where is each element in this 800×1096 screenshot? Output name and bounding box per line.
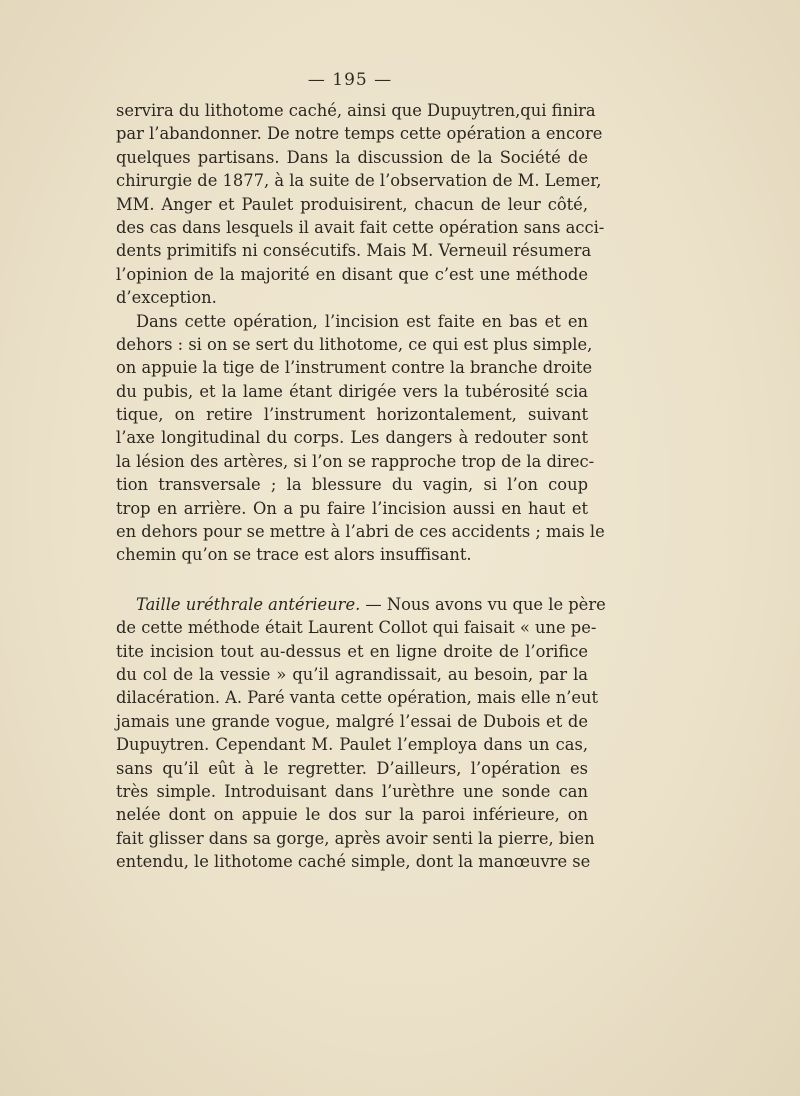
text-line: tique, on retire l’instrument horizontalement, suivant — [116, 405, 588, 425]
text-line: chirurgie de 1877, à la suite de l’observation de M. Lemer, — [116, 171, 602, 191]
text-line: du col de la vessie » qu’il agrandissait, au besoin, par la — [116, 664, 588, 684]
section-heading: Taille uréthrale antérieure. — [136, 594, 361, 614]
text-line: fait glisser dans sa gorge, après avoir senti la pierre, bien — [116, 828, 595, 848]
paragraph-1 — [116, 99, 605, 310]
text-line: servira du lithotome caché, ainsi que Dupuytren,qui finira — [116, 101, 596, 120]
text-line: tite incision tout au-dessus et en ligne droite de l’orifice — [116, 641, 588, 661]
text-line: très simple. Introduisant dans l’urèthre une sonde can — [116, 781, 588, 801]
text-line: tion transversale ; la blessure du vagin, si l’on coup — [116, 475, 588, 495]
text-line: Dupuytren. Cependant M. Paulet l’employa dans un cas, — [116, 735, 588, 755]
page-number: — 195 — — [307, 70, 393, 90]
text-line: du pubis, et la lame étant dirigée vers la tubérosité scia — [116, 381, 588, 401]
text-line: trop en arrière. On a pu faire l’incision aussi en haut et — [116, 498, 588, 518]
text-line: entendu, le lithotome caché simple, dont la manœuvre se — [116, 852, 591, 872]
text-line: dents primitifs ni consécutifs. Mais M. Verneuil résumera — [116, 241, 592, 261]
text-line: quelques partisans. Dans la discussion de la Société de — [116, 147, 588, 167]
text-line: sans qu’il eût à le regretter. D’ailleurs, l’opération es — [116, 758, 588, 778]
text-line: par l’abandonner. De notre temps cette opération a encore — [116, 124, 603, 144]
text-line — [116, 593, 606, 616]
text-line: en dehors pour se mettre à l’abri de ces accidents ; mais le — [116, 522, 605, 542]
text-line: la lésion des artères, si l’on se rapproche trop de la direc- — [116, 451, 595, 471]
text-line: nelée dont on appuie le dos sur la paroi inférieure, on — [116, 805, 588, 825]
text-line: des cas dans lesquels il avait fait cette opération sans acci- — [116, 217, 605, 237]
text-line: on appuie la tige de l’instrument contre la branche droite — [116, 358, 593, 378]
paragraph-gap — [116, 567, 588, 593]
body-text — [116, 99, 606, 874]
text-line: dehors : si on se sert du lithotome, ce qui est plus simple, — [116, 334, 593, 354]
paragraph-2 — [116, 310, 605, 567]
text-line: d’exception. — [116, 288, 217, 308]
text-line: chemin qu’on se trace est alors insuffisant. — [116, 545, 472, 565]
text-line: l’axe longitudinal du corps. Les dangers à redouter sont — [116, 428, 588, 448]
paragraph-3 — [116, 593, 606, 874]
text-run: — Nous avons vu que le père — [360, 594, 606, 614]
text-line: MM. Anger et Paulet produisirent, chacun de leur côté, — [116, 194, 588, 214]
text-line: Dans cette opération, l’incision est faite en bas et en — [136, 311, 588, 331]
text-line: dilacération. A. Paré vanta cette opération, mais elle n’eut — [116, 688, 599, 708]
text-line: l’opinion de la majorité en disant que c’est une méthode — [116, 264, 588, 284]
text-line: jamais une grande vogue, malgré l’essai de Dubois et de — [116, 711, 588, 731]
text-line: de cette méthode était Laurent Collot qui faisait « une pe- — [116, 618, 597, 638]
